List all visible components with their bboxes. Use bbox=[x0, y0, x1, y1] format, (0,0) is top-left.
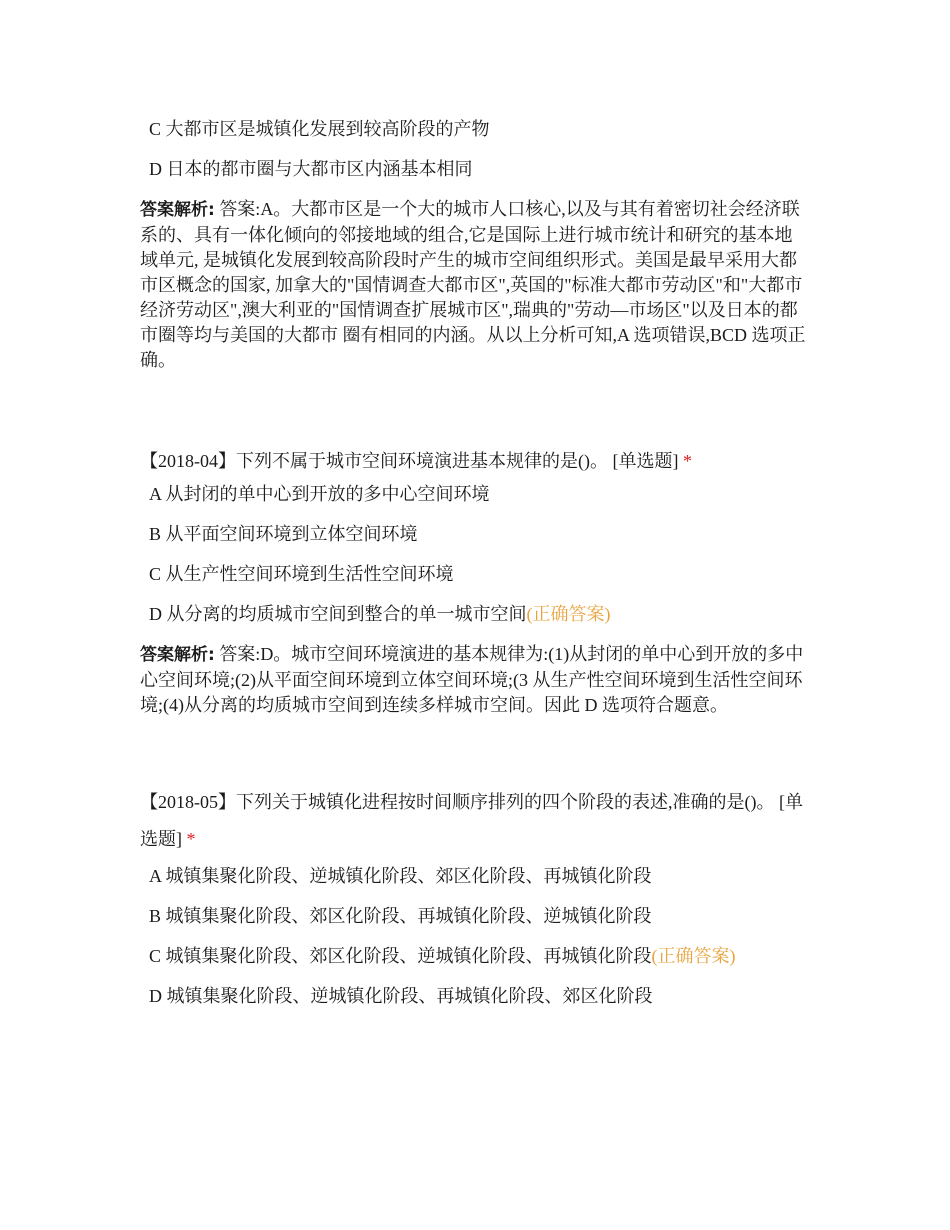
analysis-label: 答案解析: bbox=[140, 645, 215, 665]
option-letter: B bbox=[149, 906, 162, 926]
option-text: 日本的都市圈与大都市区内涵基本相同 bbox=[166, 159, 473, 179]
answer-analysis bbox=[140, 197, 810, 373]
answer-analysis bbox=[140, 642, 810, 718]
question-text: 【2018-05】下列关于城镇化进程按时间顺序排列的四个阶段的表述,准确的是()。 [单选题] bbox=[140, 792, 803, 849]
question-block-3 bbox=[140, 784, 810, 1008]
option-letter: A bbox=[149, 866, 162, 886]
correct-answer-mark: (正确答案) bbox=[526, 604, 611, 624]
required-mark: * bbox=[682, 451, 692, 471]
option-text: 城镇集聚化阶段、郊区化阶段、再城镇化阶段、逆城镇化阶段 bbox=[165, 906, 652, 926]
option-letter: C bbox=[149, 119, 162, 139]
question-block-1 bbox=[140, 117, 810, 373]
option-a bbox=[149, 864, 810, 888]
option-letter: A bbox=[149, 484, 162, 504]
option-d bbox=[149, 984, 810, 1008]
option-text: 城镇集聚化阶段、郊区化阶段、逆城镇化阶段、再城镇化阶段 bbox=[165, 946, 652, 966]
question-block-2 bbox=[140, 443, 810, 718]
analysis-text: 答案:A。大都市区是一个大的城市人口核心,以及与其有着密切社会经济联 系的、具有一体化倾向的邻接地域的组合,它是国际上进行城市统计和研究的基本地域单元, 是城镇化发展到较高阶段时产生的城市空间组织形式。美国是最早采用大都市区概念的国家, 加拿大的"国情调查大都市区",英国的"标准大都市劳动区"和"大都市经济劳动区",澳大利亚的"国情调查扩展城市区",瑞典的"劳动—市场区"以及日本的都市圈等均与美国的大都市 圈有相同的内涵。从以上分析可知,A 选项错误,BCD 选项正确。 bbox=[140, 199, 806, 370]
option-text: 从生产性空间环境到生活性空间环境 bbox=[165, 564, 454, 584]
option-letter: D bbox=[149, 159, 162, 179]
question-title bbox=[140, 784, 810, 858]
question-title bbox=[140, 443, 810, 480]
option-c bbox=[149, 117, 810, 141]
option-b bbox=[149, 522, 810, 546]
option-b bbox=[149, 904, 810, 928]
option-text: 从封闭的单中心到开放的多中心空间环境 bbox=[165, 484, 490, 504]
option-letter: D bbox=[149, 986, 162, 1006]
option-letter: B bbox=[149, 524, 162, 544]
option-text: 从分离的均质城市空间到整合的单一城市空间 bbox=[166, 604, 527, 624]
option-d bbox=[149, 602, 810, 626]
option-a bbox=[149, 482, 810, 506]
option-text: 城镇集聚化阶段、逆城镇化阶段、再城镇化阶段、郊区化阶段 bbox=[166, 986, 653, 1006]
option-letter: C bbox=[149, 946, 162, 966]
required-mark: * bbox=[186, 829, 196, 849]
option-text: 大都市区是城镇化发展到较高阶段的产物 bbox=[165, 119, 490, 139]
analysis-label: 答案解析: bbox=[140, 200, 215, 220]
question-text: 【2018-04】下列不属于城市空间环境演进基本规律的是()。 [单选题] bbox=[140, 451, 679, 471]
analysis-text: 答案:D。城市空间环境演进的基本规律为:(1)从封闭的单中心到开放的多中心空间环境;(2)从平面空间环境到立体空间环境;(3 从生产性空间环境到生活性空间环境;(4)从分离的均质城市空间到连续多样城市空间。因此 D 选项符合题意。 bbox=[140, 644, 804, 715]
document-page bbox=[140, 117, 810, 1024]
option-letter: D bbox=[149, 604, 162, 624]
option-d bbox=[149, 157, 810, 181]
option-text: 从平面空间环境到立体空间环境 bbox=[165, 524, 418, 544]
option-c bbox=[149, 944, 810, 968]
option-letter: C bbox=[149, 564, 162, 584]
option-text: 城镇集聚化阶段、逆城镇化阶段、郊区化阶段、再城镇化阶段 bbox=[165, 866, 652, 886]
correct-answer-mark: (正确答案) bbox=[651, 946, 736, 966]
option-c bbox=[149, 562, 810, 586]
